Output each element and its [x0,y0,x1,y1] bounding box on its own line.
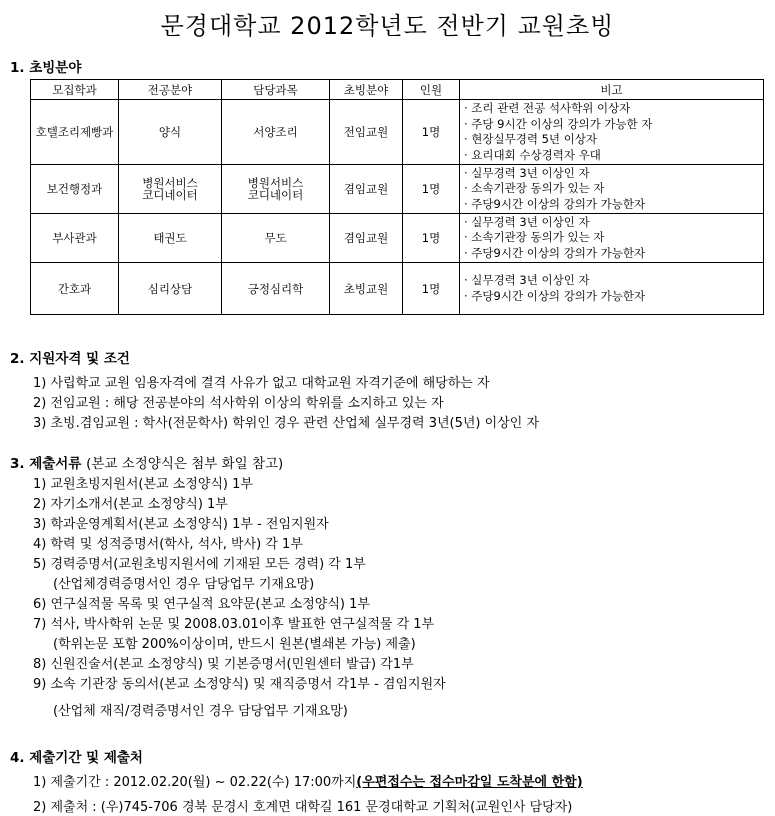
subject-line: 병원서비스 [247,176,304,190]
qualification-item: 3) 초빙.겸임교원 : 학사(전문학사) 학위인 경우 관련 산업체 실무경력 3년(5년) 이상인 자 [33,416,539,431]
note-line: · 주당 9시간 이상의 강의가 가능한 자 [464,116,653,131]
cell-major: 심리상담 [119,263,222,315]
document-subnote: (학위논문 포함 200%이상이며, 반드시 원본(별쇄본 가능) 제출) [53,637,416,652]
header-type: 초빙분야 [330,80,403,100]
header-subject: 담당과목 [222,80,330,100]
cell-count: 1명 [403,100,460,165]
table-row [31,100,764,165]
cell-count: 1명 [403,214,460,263]
section-heading-qualifications: 2. 지원자격 및 조건 [10,351,130,367]
recruitment-table [30,79,764,315]
document-item: 9) 소속 기관장 동의서(본교 소정양식) 및 재직증명서 각1부 - 겸임지원자 [33,677,446,692]
subject-line: 코디네이터 [247,188,304,202]
section-heading-submission: 4. 제출기간 및 제출처 [10,750,143,766]
note-line: · 실무경력 3년 이상인 자 [464,273,590,287]
section-heading-fields: 1. 초빙분야 [10,60,82,76]
qualification-item: 2) 전임교원 : 해당 전공분야의 석사학위 이상의 학위를 소지하고 있는 자 [33,396,444,411]
document-item: 5) 경력증명서(교원초빙지원서에 기재된 모든 경력) 각 1부 [33,557,366,572]
cell-dept: 부사관과 [31,214,119,263]
table-header-row [31,80,764,100]
header-major: 전공분야 [119,80,222,100]
cell-subject [222,165,330,214]
note-line: · 현장실무경력 5년 이상자 [464,132,598,146]
cell-dept: 호텔조리제빵과 [31,100,119,165]
submission-period [33,771,583,790]
cell-count: 1명 [403,165,460,214]
note-line: · 조리 관련 전공 석사학위 이상자 [464,101,631,115]
cell-notes [460,165,764,214]
period-text: 1) 제출기간 : 2012.02.20(월) ~ 02.22(수) 17:00까지 [33,775,357,790]
cell-notes [460,100,764,165]
table-row [31,214,764,263]
note-line: · 실무경력 3년 이상인 자 [464,165,590,180]
table-row [31,263,764,315]
cell-subject: 무도 [222,214,330,263]
note-line: · 소속기관장 동의가 있는 자 [464,181,605,196]
note-line: · 실무경력 3년 이상인 자 [464,214,590,229]
cell-dept: 보건행정과 [31,165,119,214]
document-item: 6) 연구실적물 목록 및 연구실적 요약문(본교 소정양식) 1부 [33,597,370,612]
document-item: 1) 교원초빙지원서(본교 소정양식) 1부 [33,477,253,492]
cell-type: 전임교원 [330,100,403,165]
cell-notes [460,263,764,315]
document-item: 7) 석사, 박사학위 논문 및 2008.03.01이후 발표한 연구실적물 각 1부 [33,617,435,632]
document-item: 4) 학력 및 성적증명서(학사, 석사, 박사) 각 1부 [33,537,303,552]
cell-major: 태권도 [119,214,222,263]
cell-notes [460,214,764,263]
note-line: · 주당9시간 이상의 강의가 가능한자 [464,245,646,260]
header-dept: 모집학과 [31,80,119,100]
cell-subject: 서양조리 [222,100,330,165]
cell-major: 양식 [119,100,222,165]
header-count: 인원 [403,80,460,100]
qualification-item: 1) 사립학교 교원 임용자격에 결격 사유가 없고 대학교원 자격기준에 해당하는 자 [33,376,490,391]
cell-type: 초빙교원 [330,263,403,315]
note-line: · 소속기관장 동의가 있는 자 [464,230,605,245]
cell-subject: 긍정심리학 [222,263,330,315]
document-subnote: (산업체 재직/경력증명서인 경우 담당업무 기재요망) [53,704,348,719]
section-heading-documents [10,452,283,472]
documents-heading-note: (본교 소정양식은 첨부 화일 참고) [86,456,284,472]
table-row [31,165,764,214]
documents-heading-text: 3. 제출서류 [10,456,82,472]
document-item: 3) 학과운영계획서(본교 소정양식) 1부 - 전임지원자 [33,517,329,532]
page-title: 문경대학교 2012학년도 전반기 교원초빙 [160,12,615,40]
note-line: · 요리대회 수상경력자 우대 [464,147,601,162]
cell-type: 겸임교원 [330,165,403,214]
submission-place: 2) 제출처 : (우)745-706 경북 문경시 호계면 대학길 161 문경대학교 기획처(교원인사 담당자) [33,800,573,815]
cell-dept: 간호과 [31,263,119,315]
major-line: 병원서비스 [142,176,198,190]
note-line: · 주당9시간 이상의 강의가 가능한자 [464,288,646,303]
document-item: 2) 자기소개서(본교 소정양식) 1부 [33,497,228,512]
cell-count: 1명 [403,263,460,315]
note-line: · 주당9시간 이상의 강의가 가능한자 [464,196,646,211]
period-note: (우편접수는 접수마감일 도착분에 한함) [356,775,583,790]
header-notes: 비고 [460,80,764,100]
cell-type: 겸임교원 [330,214,403,263]
cell-major [119,165,222,214]
major-line: 코디네이터 [142,188,198,202]
document-item: 8) 신원진술서(본교 소정양식) 및 기본증명서(민원센터 발급) 각1부 [33,657,414,672]
document-subnote: (산업체경력증명서인 경우 담당업무 기재요망) [53,577,315,592]
